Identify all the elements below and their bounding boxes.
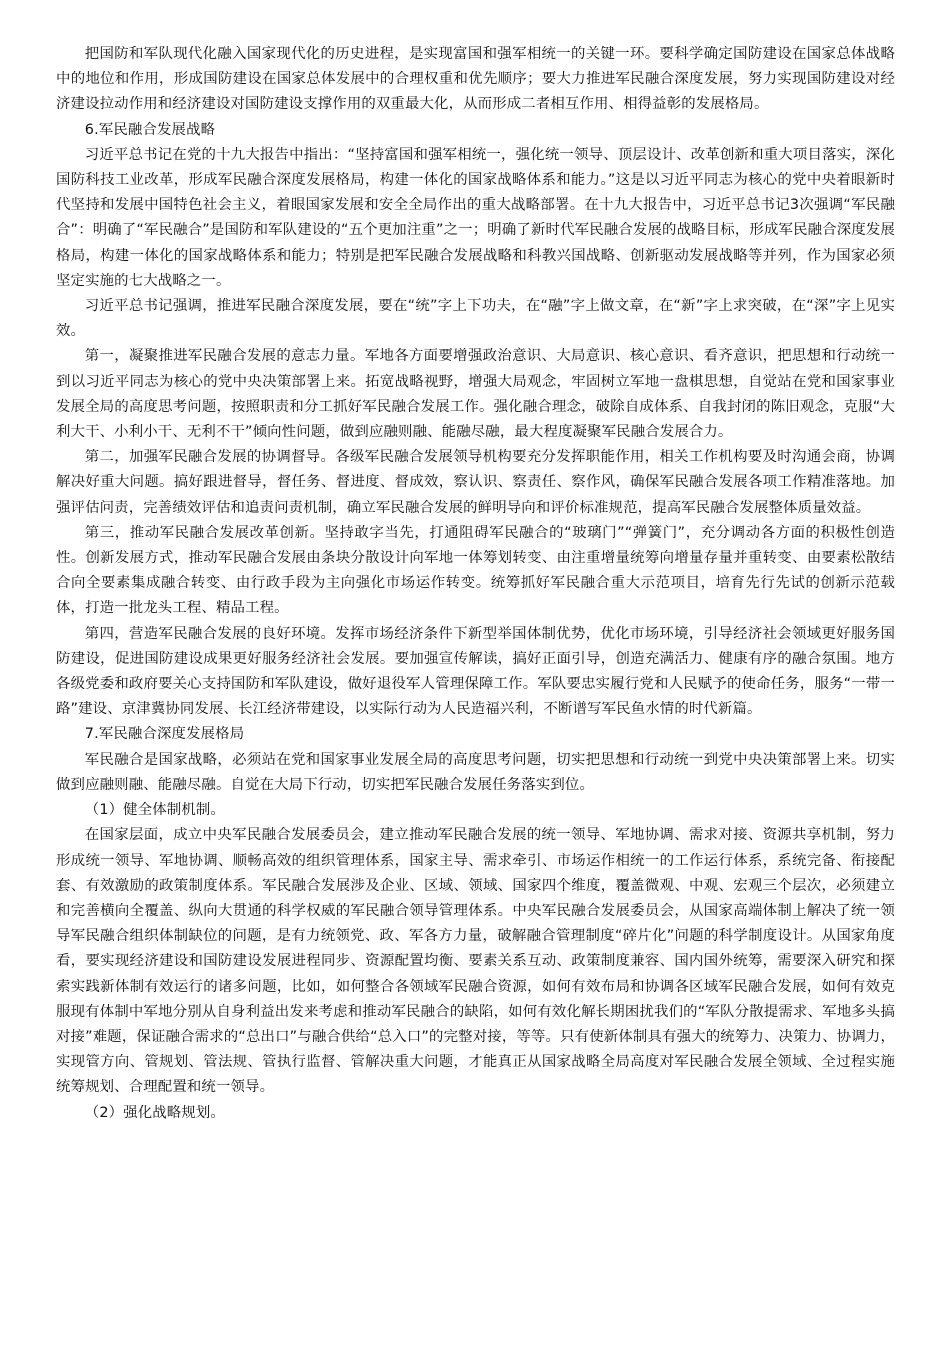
paragraph-fourth-point: 第四，营造军民融合发展的良好环境。发挥市场经济条件下新型举国体制优势，优化市场环境，引导经济社会领域更好服务国防建设，促进国防建设成果更好服务经济社会发展。要加强宣传解读，搞好正面引导，创造充满活力、健康有序的融合氛围。地方各级党委和政府要关心支持国防和军队建设，做好退役军人管理保障工作。军队要忠实履行党和人民赋予的使命任务，服务“一带一路”建设、京津冀协同发展、长江经济带建设，以实际行动为人民造福兴利，不断谱写军民鱼水情的时代新篇。 [56,625,895,718]
section-heading-6: 6.军民融合发展战略 [84,121,216,138]
paragraph-system-mechanism: 在国家层面，成立中央军民融合发展委员会，建立推动军民融合发展的统一领导、军地协调、需求对接、资源共享机制，努力形成统一领导、军地协调、顺畅高效的组织管理体系，国家主导、需求牵引、市场运作相统一的工作运行体系，系统完备、衔接配套、有效激励的政策制度体系。军民融合发展涉及企业、区域、领域、国家四个维度，覆盖微观、中观、宏观三个层次，必须建立和完善横向全覆盖、纵向大贯通的科学权威的军民融合领导管理体系。中央军民融合发展委员会，从国家高端体制上解决了统一领导军民融合组织体制缺位的问题，是有力统领党、政、军各方力量，破解融合管理制度“碎片化”问题的科学制度设计。从国家角度看，要实现经济建设和国防建设发展进程同步、资源配置均衡、要素关系互动、政策制度兼容、国内国外统筹，需要深入研究和探索实践新体制有效运行的诸多问题，比如，如何整合各领域军民融合资源，如何有效布局和协调各区域军民融合发展，如何有效克服现有体制中军地分别从自身利益出发来考虑和推动军民融合的缺陷，如何有效化解长期困扰我们的“军队分散提需求、军地多头搞对接”难题，保证融合需求的“总出口”与融合供给“总入口”的完整对接，等等。只有使新体制具有强大的统筹力、决策力、协调力，实现管方向、管规划、管法规、管执行监督、管解决重大问题，才能真正从国家战略全局高度对军民融合发展全领域、全过程实施统筹规划、合理配置和统一领导。 [56,827,895,1096]
paragraph-first-point: 第一，凝聚推进军民融合发展的意志力量。军地各方面要增强政治意识、大局意识、核心意识、看齐意识，把思想和行动统一到以习近平同志为核心的党中央决策部署上来。拓宽战略视野，增强大局观念，牢固树立军地一盘棋思想，自觉站在党和国家事业发展全局的高度思考问题，按照职责和分工抓好军民融合发展工作。强化融合理念，破除自成体系、自我封闭的陈旧观念，克服“大利大干、小利小干、无利不干”倾向性问题，做到应融则融、能融尽融，最大程度凝聚军民融合发展合力。 [56,348,895,441]
paragraph-national-strategy: 军民融合是国家战略，必须站在党和国家事业发展全局的高度思考问题，切实把思想和行动统一到党中央决策部署上来。切实做到应融则融、能融尽融。自觉在大局下行动，切实把军民融合发展任务落实到位。 [56,751,895,793]
section-heading-7: 7.军民融合深度发展格局 [84,726,245,743]
paragraph-third-point: 第三，推动军民融合发展改革创新。坚持敢字当先，打通阻碍军民融合的“玻璃门”“弹簧门”，充分调动各方面的积极性创造性。创新发展方式，推动军民融合发展由条块分散设计向军地一体筹划转变、由注重增量统筹向增量存量并重转变、由要素松散结合向全要素集成融合转变、由行政手段为主向强化市场运作转变。统筹抓好军民融合重大示范项目，培育先行先试的创新示范载体，打造一批龙头工程、精品工程。 [56,524,895,617]
subheading-2: （2）强化战略规划。 [84,1104,225,1121]
paragraph-intro: 把国防和军队现代化融入国家现代化的历史进程，是实现富国和强军相统一的关键一环。要科学确定国防建设在国家总体战略中的地位和作用，形成国防建设在国家总体发展中的合理权重和优先顺序；要大力推进军民融合深度发展，努力实现国防建设对经济建设拉动作用和经济建设对国防建设支撑作用的双重最大化，从而形成二者相互作用、相得益彰的发展格局。 [56,46,895,113]
paragraph-second-point: 第二，加强军民融合发展的协调督导。各级军民融合发展领导机构要充分发挥职能作用，相关工作机构要及时沟通会商，协调解决好重大问题。搞好跟进督导，督任务、督进度、督成效，察认识、察责任、察作风，确保军民融合发展各项工作精准落地。加强评估问责，完善绩效评估和追责问责机制，确立军民融合发展的鲜明导向和评价标准规范，提高军民融合发展整体质量效益。 [56,449,895,516]
paragraph-four-characters: 习近平总书记强调，推进军民融合深度发展，要在“统”字上下功夫，在“融”字上做文章，在“新”字上求突破，在“深”字上见实效。 [56,298,895,340]
paragraph-report-quote: 习近平总书记在党的十九大报告中指出：“坚持富国和强军相统一，强化统一领导、顶层设计、改革创新和重大项目落实，深化国防科技工业改革，形成军民融合深度发展格局，构建一体化的国家战略体系和能力。”这是以习近平同志为核心的党中央着眼新时代坚持和发展中国特色社会主义，着眼国家发展和安全全局作出的重大战略部署。在十九大报告中，习近平总书记3次强调“军民融合”：明确了“军民融合”是国防和军队建设的“五个更加注重”之一；明确了新时代军民融合发展的战略目标，形成军民融合深度发展格局，构建一体化的国家战略体系和能力；特别是把军民融合发展战略和科教兴国战略、创新驱动发展战略等并列，作为国家必须坚定实施的七大战略之一。 [56,146,895,289]
subheading-1: （1）健全体制机制。 [84,802,225,819]
